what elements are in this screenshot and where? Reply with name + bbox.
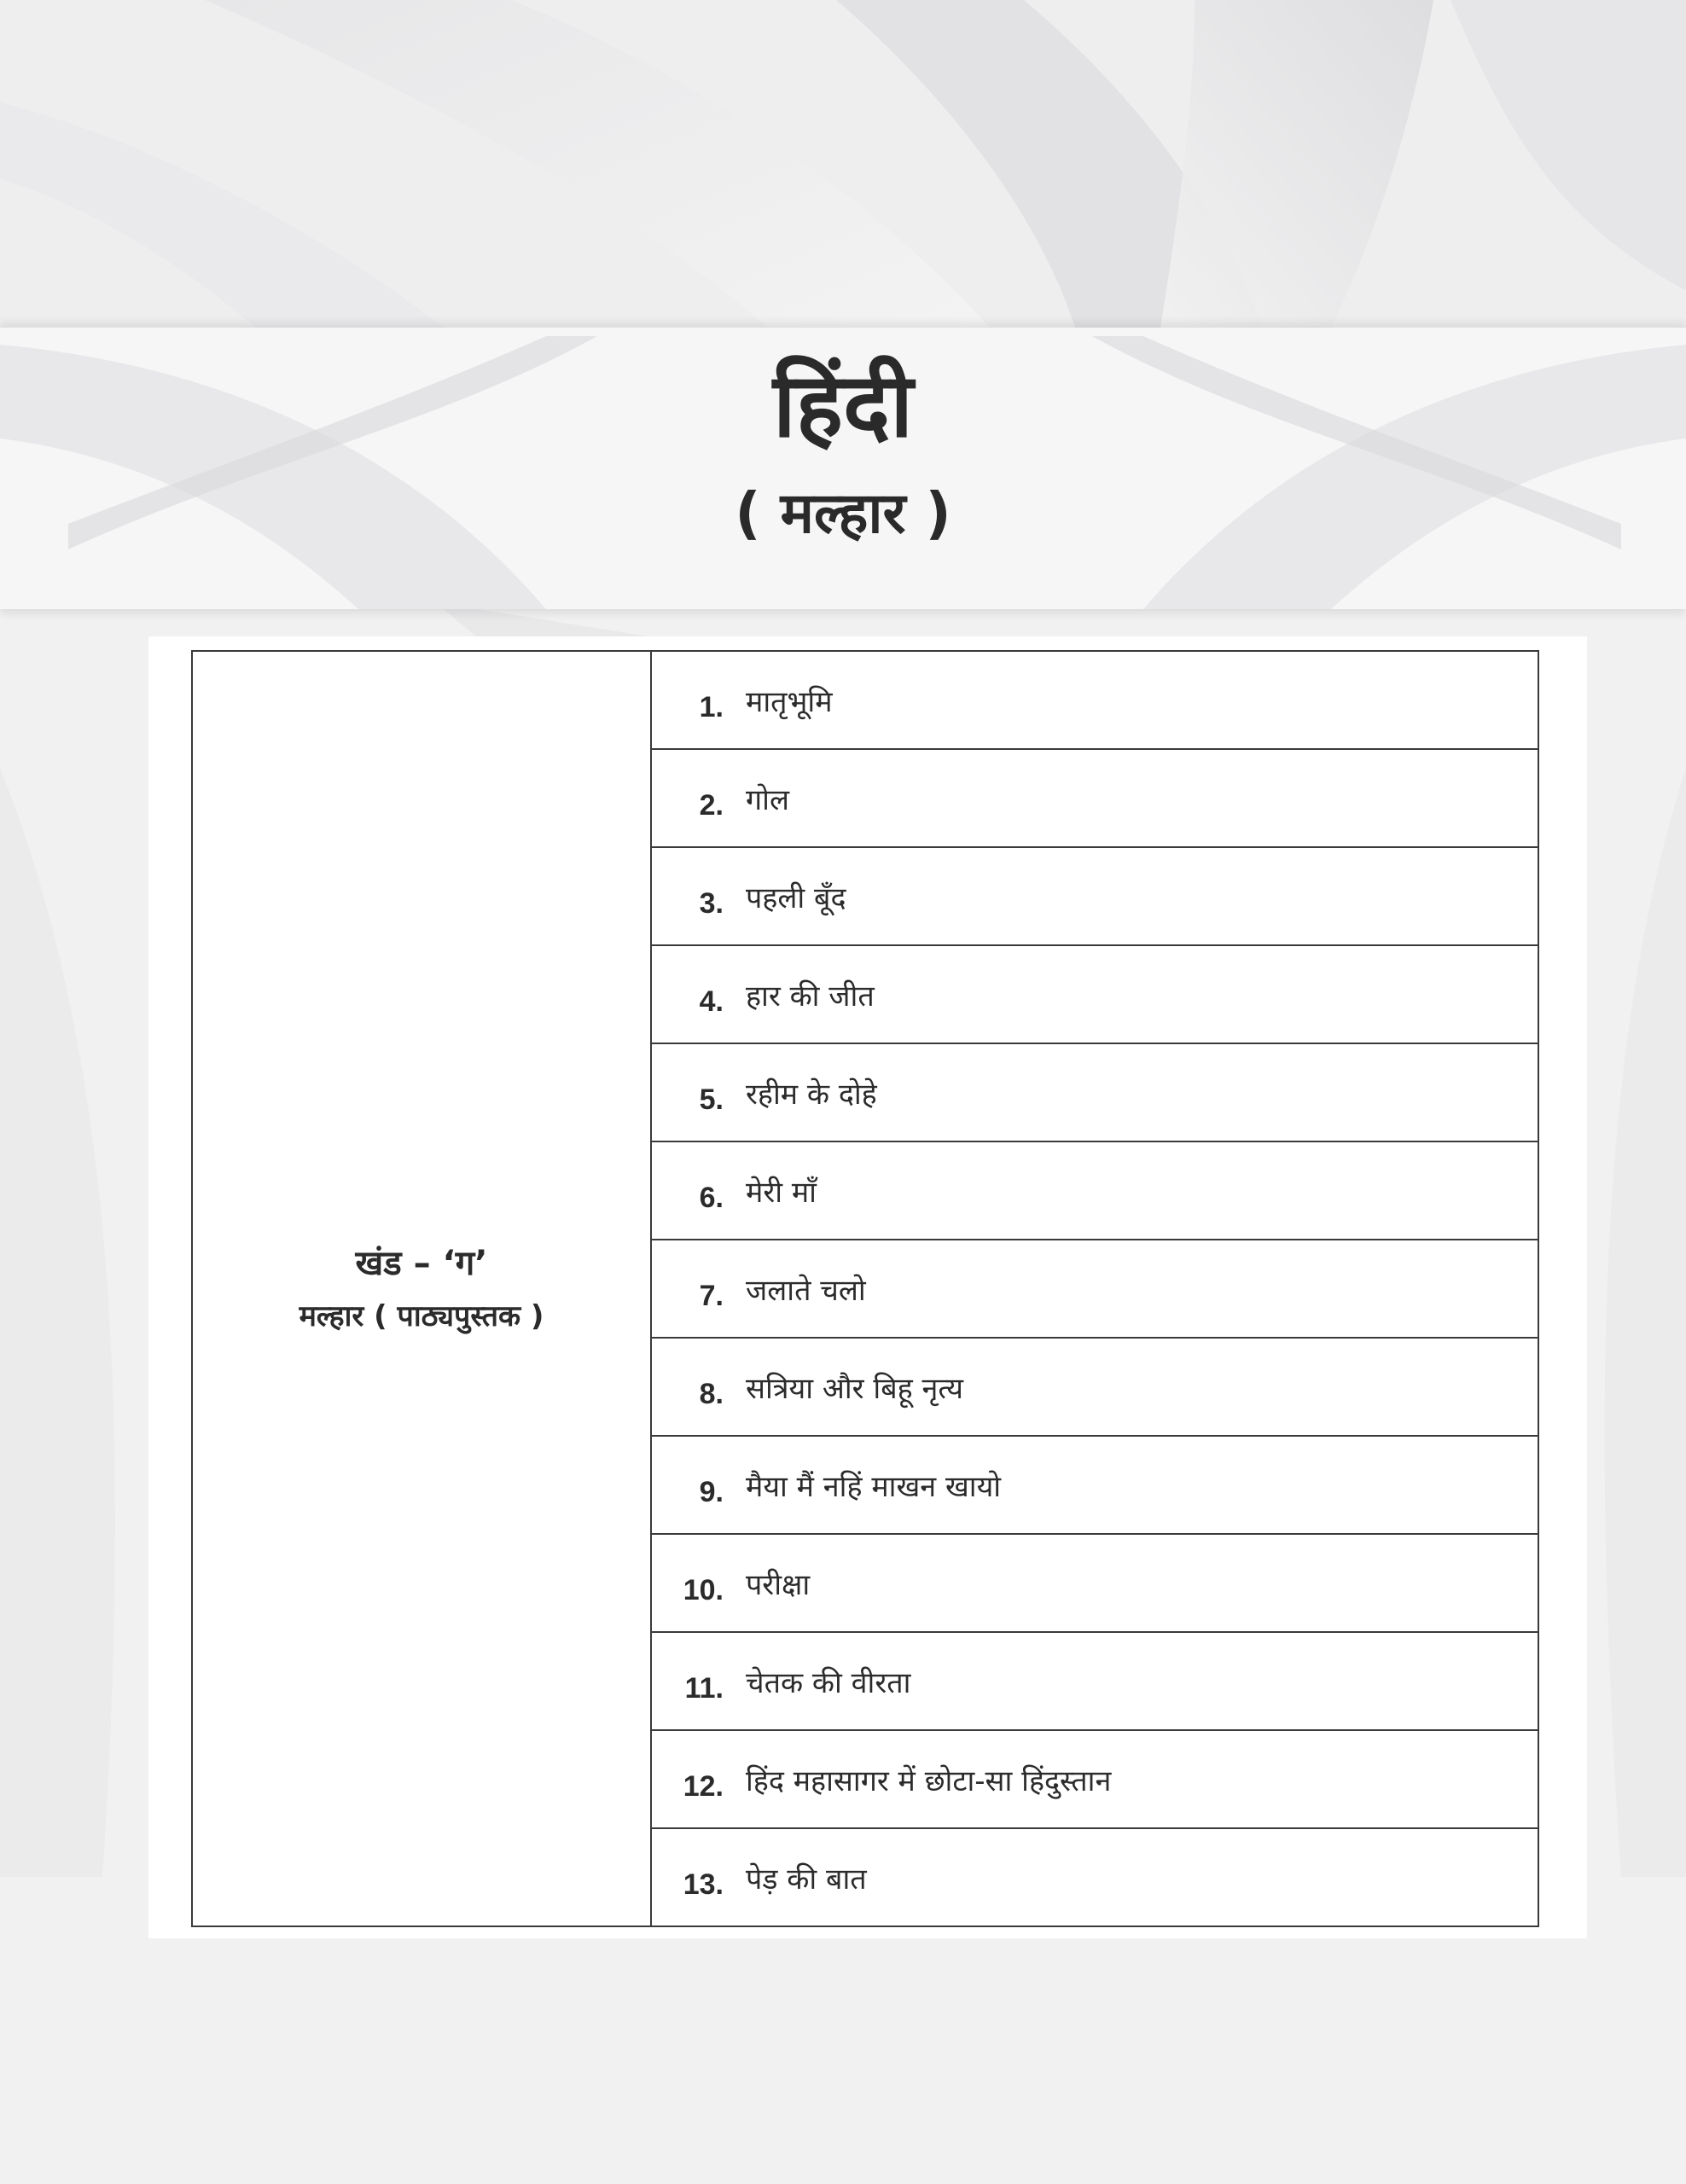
chapter-number: 4. xyxy=(699,985,724,1018)
chapter-cell xyxy=(651,1730,1538,1828)
syllabus-sheet xyxy=(148,636,1587,1938)
chapter-title: मैया मैं नहिं माखन खायो xyxy=(746,1469,1002,1504)
chapter-number: 3. xyxy=(699,886,724,920)
chapter-title: मेरी माँ xyxy=(746,1175,817,1210)
chapter-number: 10. xyxy=(683,1573,724,1606)
chapter-cell xyxy=(651,749,1538,847)
chapter-title: पेड़ की बात xyxy=(746,1862,867,1896)
section-heading: खंड – ‘ग’ xyxy=(355,1243,488,1283)
chapter-cell xyxy=(651,1141,1538,1240)
chapter-title: परीक्षा xyxy=(746,1567,811,1602)
chapter-title: गोल xyxy=(746,782,789,817)
chapter-cell xyxy=(651,945,1538,1043)
chapter-title: हार की जीत xyxy=(746,979,875,1014)
chapter-number: 9. xyxy=(699,1475,724,1508)
chapter-title: जलाते चलो xyxy=(746,1273,866,1308)
chapter-number: 7. xyxy=(699,1279,724,1312)
chapter-title: चेतक की वीरता xyxy=(746,1665,911,1700)
chapter-cell xyxy=(651,1338,1538,1436)
chapter-number: 1. xyxy=(699,690,724,723)
chapter-cell xyxy=(651,1240,1538,1338)
section-cell xyxy=(192,651,651,1926)
table-row xyxy=(192,651,1538,749)
chapter-title: मातृभूमि xyxy=(746,684,833,719)
chapter-number: 2. xyxy=(699,788,724,822)
chapter-cell xyxy=(651,1534,1538,1632)
title-banner xyxy=(0,328,1686,609)
chapter-title: पहली बूँद xyxy=(746,880,846,915)
page-title: हिंदी xyxy=(772,353,914,457)
chapter-cell xyxy=(651,847,1538,945)
chapter-cell xyxy=(651,1632,1538,1730)
chapter-title: सत्रिया और बिहू नृत्य xyxy=(746,1371,963,1406)
section-subheading: मल्हार ( पाठ्यपुस्तक ) xyxy=(299,1298,544,1333)
page-subtitle: ( मल्हार ) xyxy=(735,480,951,546)
chapter-number: 11. xyxy=(684,1671,724,1705)
chapter-number: 8. xyxy=(699,1377,724,1410)
chapter-cell xyxy=(651,1436,1538,1534)
chapter-cell xyxy=(651,1828,1538,1926)
chapter-title: हिंद महासागर में छोटा-सा हिंदुस्तान xyxy=(746,1763,1112,1798)
chapter-number: 5. xyxy=(699,1083,724,1116)
chapter-cell xyxy=(651,651,1538,749)
chapter-title: रहीम के दोहे xyxy=(746,1077,877,1112)
chapter-number: 12. xyxy=(683,1769,724,1803)
syllabus-table xyxy=(191,650,1539,1927)
chapter-cell xyxy=(651,1043,1538,1141)
chapter-number: 13. xyxy=(683,1867,724,1901)
chapter-number: 6. xyxy=(699,1181,724,1214)
